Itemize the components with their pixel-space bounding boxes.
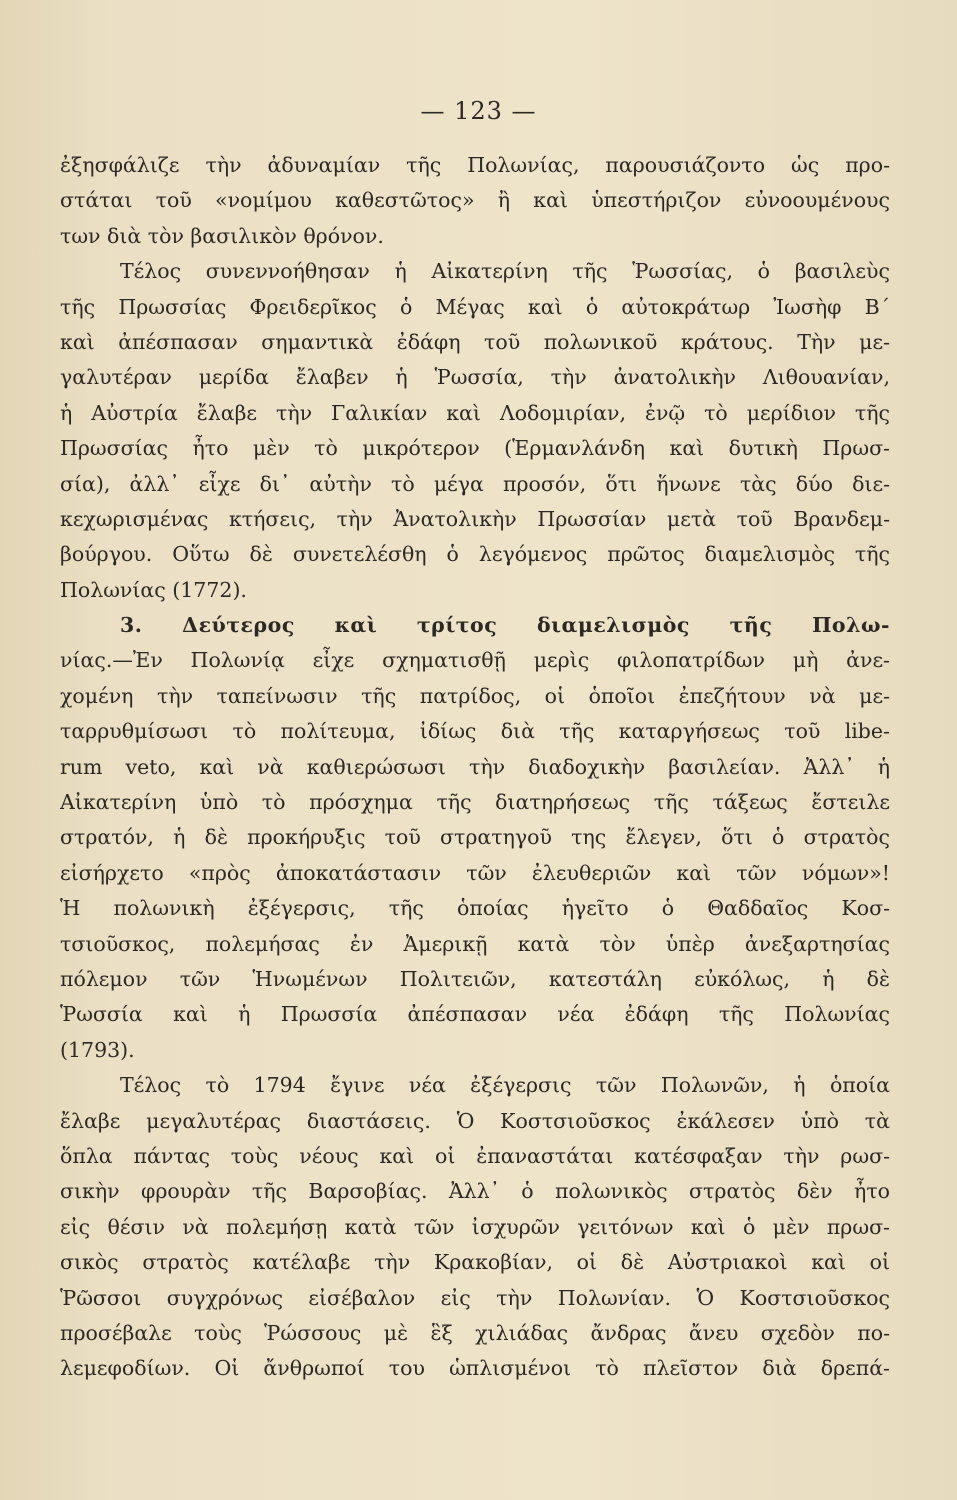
text-line: rum veto, καὶ νὰ καθιερώσωσι τὴν διαδοχικὴν βασιλείαν. Ἀλλ᾽ ἡ (60, 754, 890, 779)
text-line: στρατόν, ἡ δὲ προκήρυξις τοῦ στρατηγοῦ της ἔλεγεν, ὅτι ὁ στρατὸς (60, 825, 890, 850)
text-line: εἰς θέσιν νὰ πολεμήσῃ κατὰ τῶν ἰσχυρῶν γειτόνων καὶ ὁ μὲν πρωσ- (60, 1214, 890, 1239)
text-line: Πρωσσίας ἦτο μὲν τὸ μικρότερον (Ἑρμανλάνδη καὶ δυτικὴ Πρωσ- (60, 436, 890, 461)
text-line: Πολωνίας (1772). (60, 577, 247, 602)
text-line: γαλυτέραν μερίδα ἔλαβεν ἡ Ῥωσσία, τὴν ἀνατολικὴν Λιθουανίαν, (60, 365, 890, 390)
text-line: (1793). (60, 1037, 135, 1062)
text-line: εἰσήρχετο «πρὸς ἀποκατάστασιν τῶν ἐλευθεριῶν καὶ τῶν νόμων»! (60, 860, 890, 885)
text-line: σικὸς στρατὸς κατέλαβε τὴν Κρακοβίαν, οἱ δὲ Αὐστριακοὶ καὶ οἱ (60, 1250, 890, 1275)
text-line: κεχωρισμένας κτήσεις, τὴν Ἀνατολικὴν Πρωσσίαν μετὰ τοῦ Βρανδεμ- (60, 506, 890, 531)
text-line: των διὰ τὸν βασιλικὸν θρόνον. (60, 223, 384, 248)
text-line: Αἰκατερίνη ὑπὸ τὸ πρόσχημα τῆς διατηρήσεως τῆς τάξεως ἔστειλε (60, 790, 890, 815)
text-line: πόλεμον τῶν Ἡνωμένων Πολιτειῶν, κατεστάλη εὐκόλως, ἡ δὲ (60, 966, 890, 991)
text-line: ταρρυθμίσωσι τὸ πολίτευμα, ἰδίως διὰ τῆς καταργήσεως τοῦ libe- (60, 719, 890, 744)
text-line: βούργου. Οὕτω δὲ συνετελέσθη ὁ λεγόμενος πρῶτος διαμελισμὸς τῆς (60, 542, 890, 567)
text-line: Ῥῶσσοι συγχρόνως εἰσέβαλον εἰς τὴν Πολωνίαν. Ὁ Κοστσιοῦσκος (60, 1285, 890, 1310)
text-line: καὶ ἀπέσπασαν σημαντικὰ ἐδάφη τοῦ πολωνικοῦ κράτους. Τὴν με- (60, 329, 890, 354)
text-line: Τέλος συνεννοήθησαν ἡ Αἰκατερίνη τῆς Ῥωσσίας, ὁ βασιλεὺς (120, 259, 890, 284)
text-line: τσιοῦσκος, πολεμήσας ἐν Ἀμερικῇ κατὰ τὸν ὑπὲρ ἀνεξαρτησίας (60, 931, 890, 956)
text-line: σία), ἀλλ᾽ εἶχε δι᾽ αὐτὴν τὸ μέγα προσόν, ὅτι ἥνωνε τὰς δύο διε- (60, 471, 890, 496)
text-line: σικὴν φρουρὰν τῆς Βαρσοβίας. Ἀλλ᾽ ὁ πολωνικὸς στρατὸς δὲν ἦτο (60, 1179, 890, 1204)
text-line: χομένη τὴν ταπείνωσιν τῆς πατρίδος, οἱ ὁποῖοι ἐπεζήτουν νὰ με- (60, 683, 890, 708)
text-line: Τέλος τὸ 1794 ἔγινε νέα ἐξέγερσις τῶν Πολωνῶν, ἡ ὁποία (120, 1073, 890, 1098)
section-heading: 3. Δεύτερος καὶ τρίτος διαμελισμὸς τῆς Πολω- (120, 613, 890, 638)
page-number: — 123 — (420, 97, 537, 125)
text-line: ἔλαβε μεγαλυτέρας διαστάσεις. Ὁ Κοστσιοῦσκος ἐκάλεσεν ὑπὸ τὰ (60, 1108, 890, 1133)
text-line: στάται τοῦ «νομίμου καθεστῶτος» ἢ καὶ ὑπεστήριζον εὐνοουμένους (60, 188, 890, 213)
text-line: ὅπλα πάντας τοὺς νέους καὶ οἱ ἐπαναστάται κατέσφαξαν τὴν ρωσ- (60, 1143, 890, 1168)
text-line: προσέβαλε τοὺς Ῥώσσους μὲ ἓξ χιλιάδας ἄνδρας ἄνευ σχεδὸν πο- (60, 1320, 890, 1345)
body-text (60, 148, 890, 1387)
text-line: τῆς Πρωσσίας Φρειδερῖκος ὁ Μέγας καὶ ὁ αὐτοκράτωρ Ἰωσὴφ Β´ (60, 294, 890, 319)
text-line: λεμεφοδίων. Οἱ ἄνθρωποί του ὡπλισμένοι τὸ πλεῖστον διὰ δρεπά- (60, 1356, 890, 1381)
text-line: νίας.—Ἐν Πολωνίᾳ εἶχε σχηματισθῇ μερὶς φιλοπατρίδων μὴ ἀνε- (60, 648, 890, 673)
text-line: Ῥωσσία καὶ ἡ Πρωσσία ἀπέσπασαν νέα ἐδάφη τῆς Πολωνίας (60, 1002, 890, 1027)
text-line: ἡ Αὐστρία ἔλαβε τὴν Γαλικίαν καὶ Λοδομιρίαν, ἐνῷ τὸ μερίδιον τῆς (60, 400, 890, 425)
text-line: ἐξησφάλιζε τὴν ἀδυναμίαν τῆς Πολωνίας, παρουσιάζοντο ὡς προ- (60, 153, 890, 177)
text-line: Ἡ πολωνικὴ ἐξέγερσις, τῆς ὁποίας ἡγεῖτο ὁ Θαδδαῖος Κοσ- (60, 896, 890, 921)
